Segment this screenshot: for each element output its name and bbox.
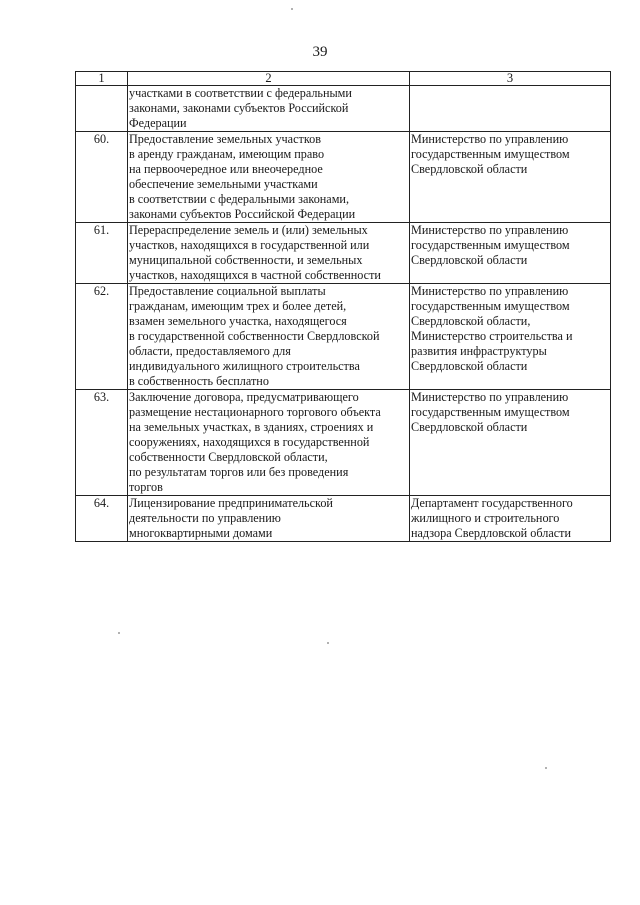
service-name-line: законами, законами субъектов Российской: [129, 101, 349, 115]
service-name-cell: [128, 284, 410, 390]
authority-cell: [410, 223, 611, 284]
authority-line: государственным имуществом: [411, 147, 570, 161]
service-name-line: Федерации: [129, 116, 187, 130]
scan-speck: [545, 767, 547, 769]
service-name-line: в собственность бесплатно: [129, 374, 269, 388]
authority-cell: [410, 390, 611, 496]
scan-speck: [118, 632, 120, 634]
service-name-cell: [128, 86, 410, 132]
service-name-cell: [128, 496, 410, 542]
authority-cell: [410, 496, 611, 542]
service-name-line: на первоочередное или внеочередное: [129, 162, 323, 176]
service-name-line: по результатам торгов или без проведения: [129, 465, 349, 479]
service-name-line: взамен земельного участка, находящегося: [129, 314, 347, 328]
service-name-line: многоквартирными домами: [129, 526, 273, 540]
scan-speck: [327, 642, 329, 644]
service-name-line: Лицензирование предпринимательской: [129, 496, 333, 510]
authority-line: Свердловской области: [411, 253, 528, 267]
authority-line: Департамент государственного: [411, 496, 573, 510]
row-number: 63.: [76, 390, 128, 496]
service-name-line: участков, находящихся в государственной или: [129, 238, 370, 252]
authority-line: государственным имуществом: [411, 405, 570, 419]
service-name-line: муниципальной собственности, и земельных: [129, 253, 363, 267]
service-name-cell: [128, 390, 410, 496]
service-name-line: участков, находящихся в частной собственности: [129, 268, 381, 282]
row-number: 60.: [76, 132, 128, 223]
column-header-2: 2: [128, 72, 410, 86]
table-row: [76, 223, 611, 284]
service-name-line: Заключение договора, предусматривающего: [129, 390, 359, 404]
service-name-line: собственности Свердловской области,: [129, 450, 328, 464]
table-header-row: [76, 72, 611, 86]
authority-line: Министерство по управлению: [411, 390, 569, 404]
service-name-line: Предоставление социальной выплаты: [129, 284, 326, 298]
service-name-line: гражданам, имеющим трех и более детей,: [129, 299, 347, 313]
service-name-line: Предоставление земельных участков: [129, 132, 321, 146]
service-name-line: Перераспределение земель и (или) земельных: [129, 223, 368, 237]
service-name-line: области, предоставляемого для: [129, 344, 291, 358]
authority-line: Министерство по управлению: [411, 223, 569, 237]
column-header-1: 1: [76, 72, 128, 86]
authority-line: Министерство по управлению: [411, 132, 569, 146]
service-name-line: обеспечение земельными участками: [129, 177, 318, 191]
service-name-line: деятельности по управлению: [129, 511, 281, 525]
row-number: 61.: [76, 223, 128, 284]
table-row: [76, 132, 611, 223]
table-row: [76, 284, 611, 390]
scan-speck: [291, 8, 293, 10]
authority-line: Свердловской области: [411, 420, 528, 434]
service-name-line: сооружениях, находящихся в государственной: [129, 435, 370, 449]
authority-line: Свердловской области: [411, 162, 528, 176]
service-name-line: размещение нестационарного торгового объекта: [129, 405, 381, 419]
service-name-line: в соответствии с федеральными законами,: [129, 192, 349, 206]
service-name-cell: [128, 223, 410, 284]
authority-line: Министерство строительства и: [411, 329, 573, 343]
authority-line: жилищного и строительного: [411, 511, 560, 525]
authority-line: надзора Свердловской области: [411, 526, 571, 540]
column-header-3: 3: [410, 72, 611, 86]
services-table: [75, 71, 611, 542]
row-number: [76, 86, 128, 132]
authority-line: государственным имуществом: [411, 238, 570, 252]
table-row: [76, 86, 611, 132]
authority-line: государственным имуществом: [411, 299, 570, 313]
service-name-line: индивидуального жилищного строительства: [129, 359, 360, 373]
authority-cell: [410, 284, 611, 390]
authority-line: развития инфраструктуры: [411, 344, 547, 358]
authority-line: Свердловской области: [411, 359, 528, 373]
table-row: [76, 496, 611, 542]
authority-cell: [410, 86, 611, 132]
table-row: [76, 390, 611, 496]
service-name-line: законами субъектов Российской Федерации: [129, 207, 356, 221]
service-name-line: в государственной собственности Свердловской: [129, 329, 380, 343]
authority-line: Министерство по управлению: [411, 284, 569, 298]
service-name-line: на земельных участках, в зданиях, строениях и: [129, 420, 374, 434]
authority-line: Свердловской области,: [411, 314, 531, 328]
page-number: 39: [312, 44, 328, 60]
service-name-line: торгов: [129, 480, 163, 494]
service-name-cell: [128, 132, 410, 223]
row-number: 62.: [76, 284, 128, 390]
authority-cell: [410, 132, 611, 223]
service-name-line: в аренду гражданам, имеющим право: [129, 147, 325, 161]
row-number: 64.: [76, 496, 128, 542]
service-name-line: участками в соответствии с федеральными: [129, 86, 352, 100]
